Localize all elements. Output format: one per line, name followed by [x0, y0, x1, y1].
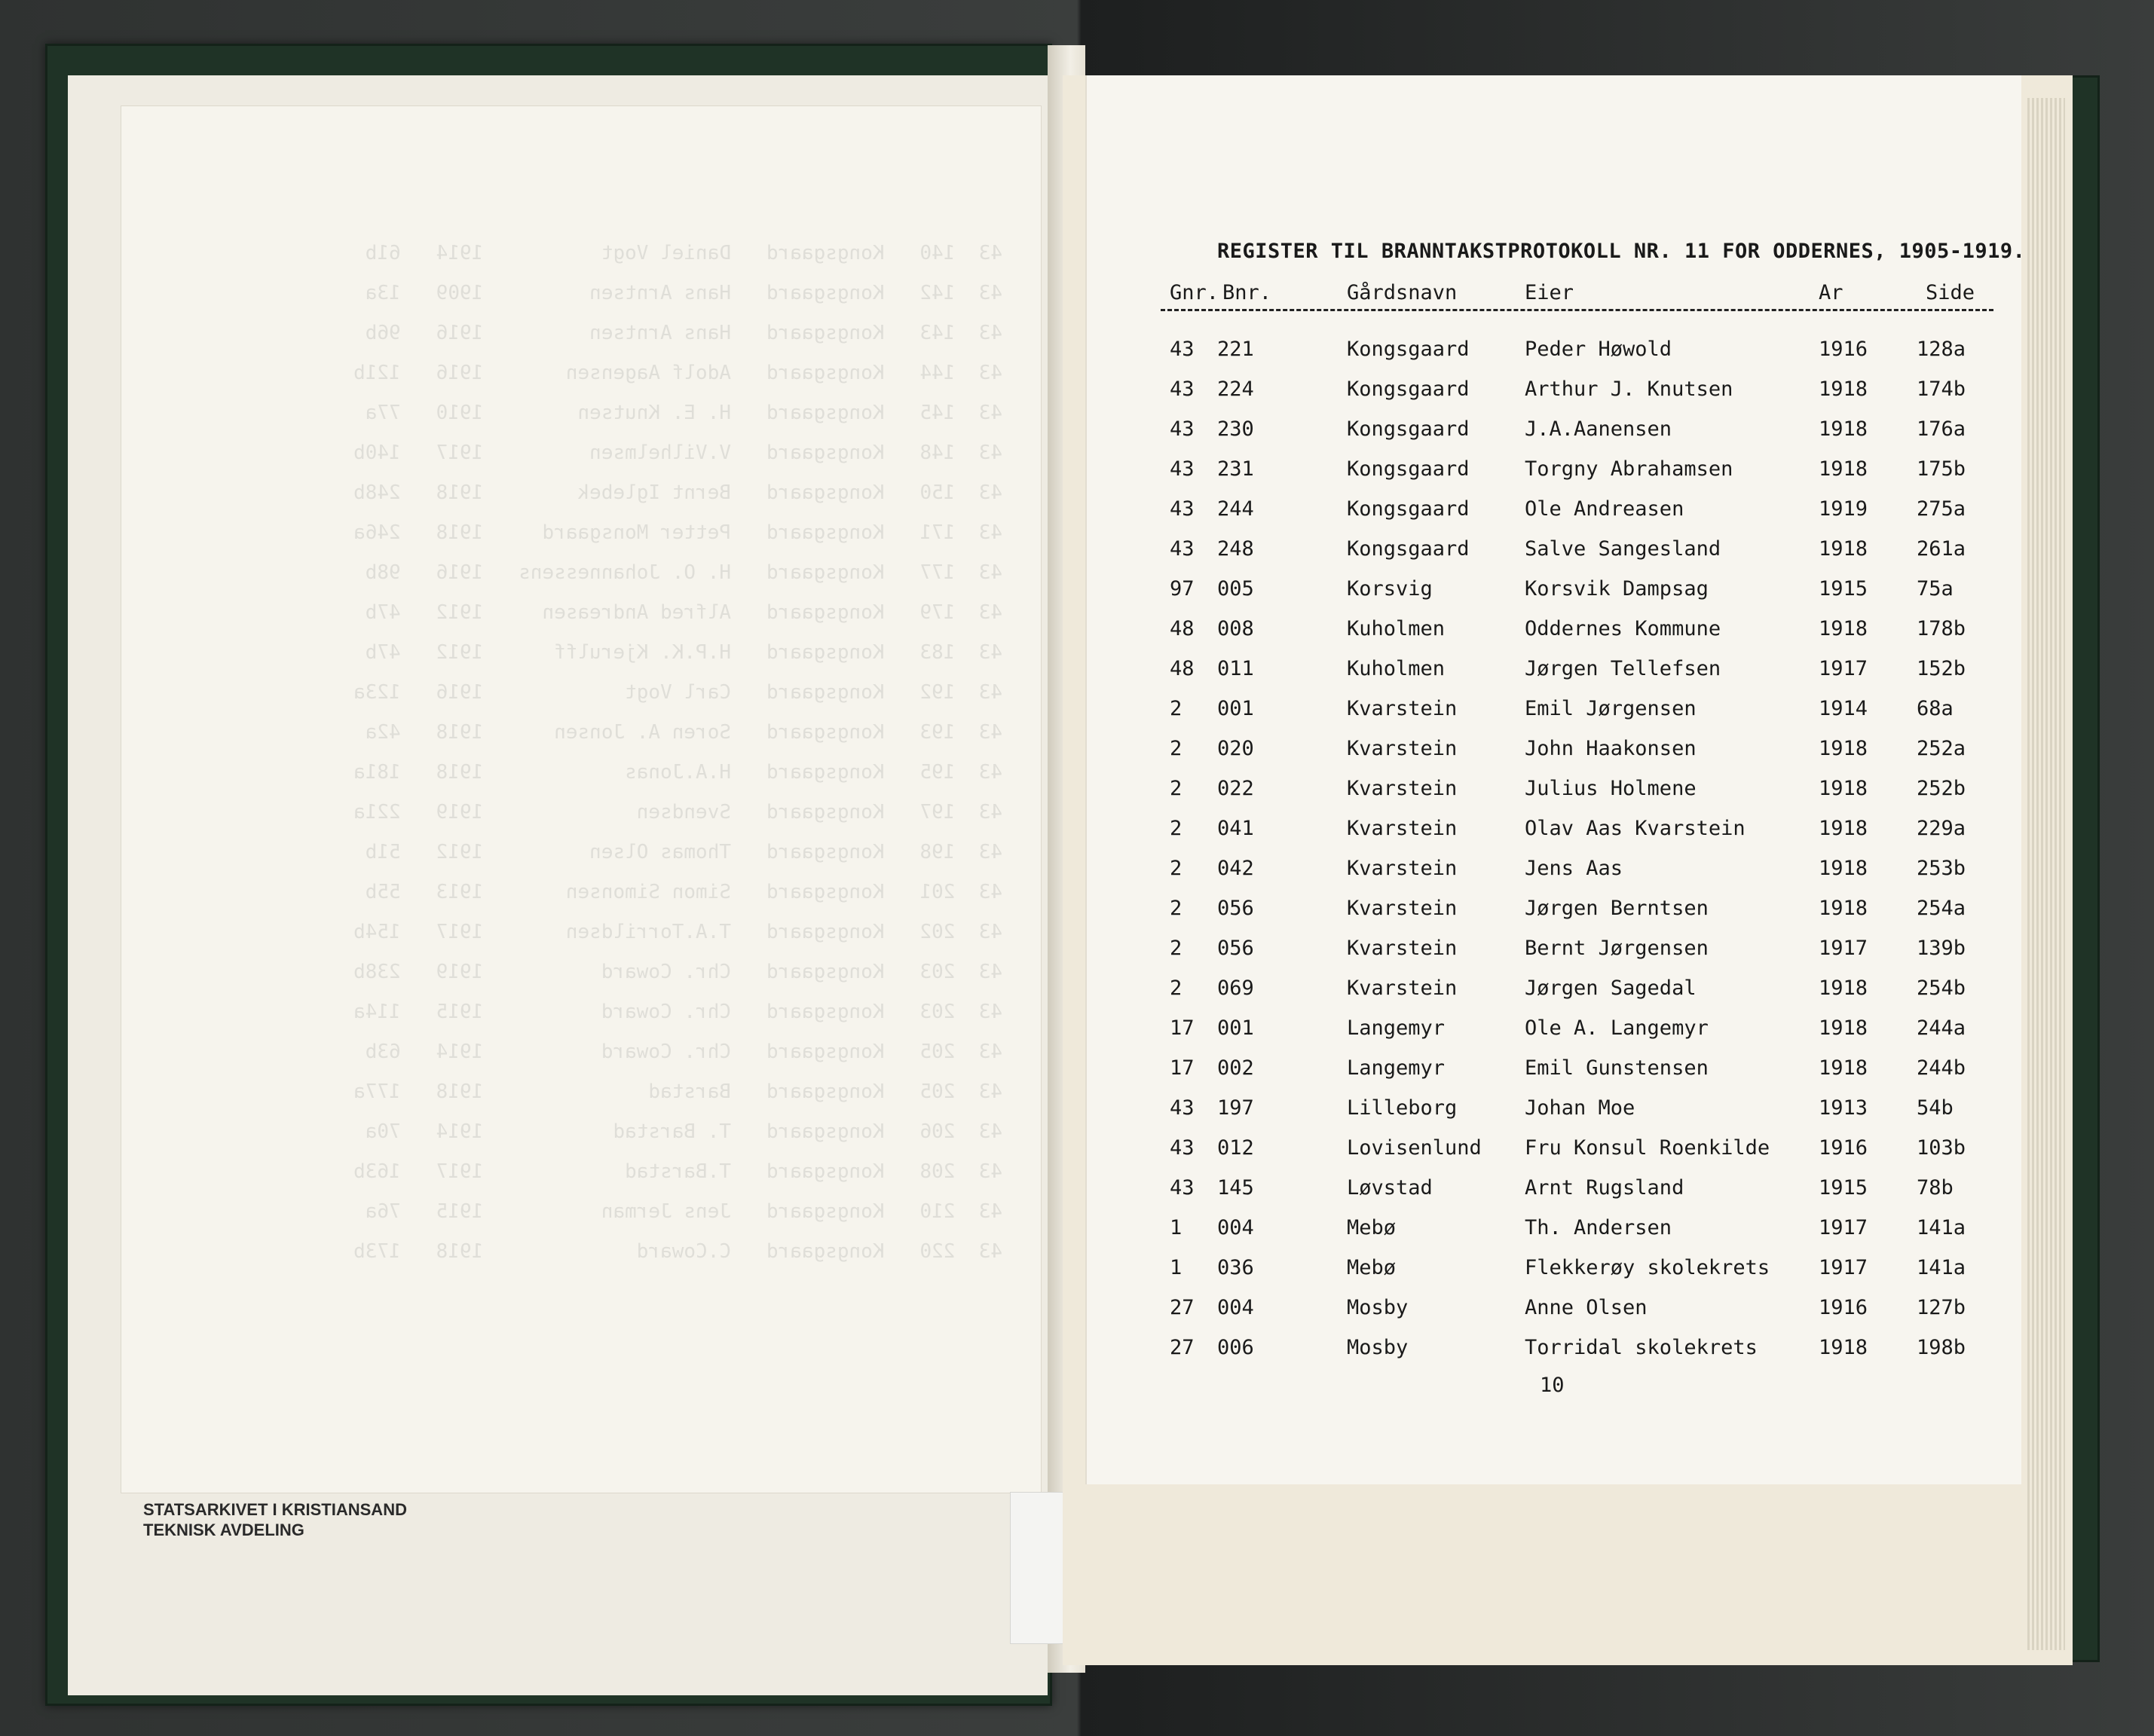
cell-side: 252b: [1917, 777, 1966, 800]
cell-ar: 1916: [1819, 1136, 1868, 1160]
cell-eier: Torridal skolekrets: [1525, 1336, 1758, 1359]
table-row: [1161, 857, 1997, 897]
cell-gard: Mosby: [1347, 1336, 1409, 1359]
cell-gard: Kvarstein: [1347, 897, 1458, 920]
cell-ar: 1918: [1819, 1336, 1868, 1359]
cell-ar: 1918: [1819, 1056, 1868, 1080]
cell-gnr: 27: [1170, 1296, 1195, 1319]
cell-bnr: 069: [1217, 976, 1254, 1000]
cell-eier: Jørgen Berntsen: [1525, 897, 1709, 920]
cell-side: 127b: [1917, 1296, 1966, 1319]
column-header-side: Side: [1926, 281, 1975, 304]
table-row: [1161, 1096, 1997, 1136]
cell-side: 254a: [1917, 897, 1966, 920]
table-row: [1161, 497, 1997, 537]
cell-gard: Kongsgaard: [1347, 497, 1470, 521]
cell-side: 68a: [1917, 697, 1954, 720]
cell-side: 275a: [1917, 497, 1966, 521]
cell-bnr: 004: [1217, 1216, 1254, 1239]
cell-side: 139b: [1917, 937, 1966, 960]
cell-gard: Mebø: [1347, 1256, 1397, 1279]
cell-side: 229a: [1917, 817, 1966, 840]
cell-bnr: 036: [1217, 1256, 1254, 1279]
cell-side: 152b: [1917, 657, 1966, 680]
cell-gard: Mebø: [1347, 1216, 1397, 1239]
cell-eier: Anne Olsen: [1525, 1296, 1648, 1319]
table-row: [1161, 417, 1997, 457]
cell-eier: Bernt Jørgensen: [1525, 937, 1709, 960]
cell-bnr: 244: [1217, 497, 1254, 521]
cell-gard: Kongsgaard: [1347, 417, 1470, 441]
cell-gard: Kongsgaard: [1347, 338, 1470, 361]
cell-side: 254b: [1917, 976, 1966, 1000]
table-row: [1161, 737, 1997, 777]
table-row: [1161, 1056, 1997, 1096]
cell-bnr: 001: [1217, 697, 1254, 720]
cell-side: 198b: [1917, 1336, 1966, 1359]
cell-bnr: 004: [1217, 1296, 1254, 1319]
cell-ar: 1918: [1819, 857, 1868, 880]
cell-side: 103b: [1917, 1136, 1966, 1160]
cell-gnr: 43: [1170, 1096, 1195, 1120]
stamp-line-2: TEKNISK AVDELING: [143, 1521, 304, 1539]
table-row: [1161, 657, 1997, 697]
table-row: [1161, 937, 1997, 976]
stamp-line-1: STATSARKIVET I KRISTIANSAND: [143, 1500, 407, 1519]
cell-eier: Arnt Rugsland: [1525, 1176, 1684, 1200]
cell-eier: Jørgen Sagedal: [1525, 976, 1697, 1000]
page-edges: [2027, 98, 2065, 1650]
cell-side: 141a: [1917, 1216, 1966, 1239]
cell-gard: Kuholmen: [1347, 617, 1446, 640]
cell-ar: 1918: [1819, 457, 1868, 481]
cell-ar: 1915: [1819, 1176, 1868, 1200]
cell-eier: Th. Andersen: [1525, 1216, 1672, 1239]
cell-gard: Korsvig: [1347, 577, 1433, 601]
cell-side: 175b: [1917, 457, 1966, 481]
cell-bnr: 011: [1217, 657, 1254, 680]
cell-gnr: 43: [1170, 338, 1195, 361]
table-row: [1161, 1296, 1997, 1336]
cell-ar: 1916: [1819, 1296, 1868, 1319]
cell-bnr: 005: [1217, 577, 1254, 601]
table-row: [1161, 697, 1997, 737]
cell-gnr: 2: [1170, 737, 1183, 760]
cell-eier: Jørgen Tellefsen: [1525, 657, 1721, 680]
cell-bnr: 056: [1217, 937, 1254, 960]
cell-eier: Peder Høwold: [1525, 338, 1672, 361]
cell-ar: 1915: [1819, 577, 1868, 601]
cell-bnr: 020: [1217, 737, 1254, 760]
cell-bnr: 248: [1217, 537, 1254, 561]
table-row: [1161, 377, 1997, 417]
table-row: [1161, 817, 1997, 857]
cell-gnr: 2: [1170, 897, 1183, 920]
cell-ar: 1918: [1819, 976, 1868, 1000]
cell-ar: 1918: [1819, 897, 1868, 920]
cell-eier: Arthur J. Knutsen: [1525, 377, 1733, 401]
cell-ar: 1918: [1819, 377, 1868, 401]
cell-gnr: 48: [1170, 657, 1195, 680]
cell-side: 244b: [1917, 1056, 1966, 1080]
cell-gnr: 43: [1170, 1176, 1195, 1200]
cell-eier: Fru Konsul Roenkilde: [1525, 1136, 1770, 1160]
table-row: [1161, 1176, 1997, 1216]
cell-gnr: 17: [1170, 1016, 1195, 1040]
table-row: [1161, 617, 1997, 657]
cell-gnr: 43: [1170, 417, 1195, 441]
table-row: [1161, 457, 1997, 497]
cell-gard: Kvarstein: [1347, 857, 1458, 880]
document-title: REGISTER TIL BRANNTAKSTPROTOKOLL NR. 11 FOR ODDERNES, 1905-1919.: [1217, 240, 2026, 263]
cell-gnr: 27: [1170, 1336, 1195, 1359]
cell-gard: Kongsgaard: [1347, 457, 1470, 481]
cell-side: 141a: [1917, 1256, 1966, 1279]
cell-bnr: 145: [1217, 1176, 1254, 1200]
cell-gnr: 43: [1170, 377, 1195, 401]
cell-gnr: 43: [1170, 497, 1195, 521]
cell-gard: Kongsgaard: [1347, 377, 1470, 401]
cell-bnr: 221: [1217, 338, 1254, 361]
cell-gnr: 1: [1170, 1256, 1183, 1279]
cell-gnr: 48: [1170, 617, 1195, 640]
cell-gnr: 2: [1170, 697, 1183, 720]
table-row: [1161, 1336, 1997, 1376]
cell-bnr: 008: [1217, 617, 1254, 640]
cell-side: 178b: [1917, 617, 1966, 640]
cell-gnr: 43: [1170, 537, 1195, 561]
cell-bnr: 197: [1217, 1096, 1254, 1120]
cell-bnr: 042: [1217, 857, 1254, 880]
table-row: [1161, 338, 1997, 377]
cell-ar: 1917: [1819, 1256, 1868, 1279]
cell-ar: 1916: [1819, 338, 1868, 361]
cell-side: 253b: [1917, 857, 1966, 880]
table-row: [1161, 1216, 1997, 1256]
column-header-bnr: Bnr.: [1222, 281, 1272, 304]
cell-ar: 1914: [1819, 697, 1868, 720]
cell-side: 244a: [1917, 1016, 1966, 1040]
cell-eier: Julius Holmene: [1525, 777, 1697, 800]
cell-ar: 1918: [1819, 417, 1868, 441]
cell-gnr: 2: [1170, 817, 1183, 840]
cell-gard: Kvarstein: [1347, 937, 1458, 960]
cell-gard: Kvarstein: [1347, 817, 1458, 840]
cell-side: 78b: [1917, 1176, 1954, 1200]
cell-bnr: 224: [1217, 377, 1254, 401]
cell-ar: 1918: [1819, 817, 1868, 840]
cell-eier: Jens Aas: [1525, 857, 1623, 880]
cell-gard: Kvarstein: [1347, 976, 1458, 1000]
archive-stamp: [143, 1499, 407, 1540]
bookmark-ribbon: [1010, 1492, 1064, 1644]
column-header-gardsnavn: Gårdsnavn: [1347, 281, 1458, 304]
cell-eier: Emil Gunstensen: [1525, 1056, 1709, 1080]
table-row: [1161, 976, 1997, 1016]
cell-eier: John Haakonsen: [1525, 737, 1697, 760]
cell-gnr: 2: [1170, 777, 1183, 800]
cell-gard: Lilleborg: [1347, 1096, 1458, 1120]
cell-bnr: 012: [1217, 1136, 1254, 1160]
cell-bnr: 231: [1217, 457, 1254, 481]
cell-eier: Olav Aas Kvarstein: [1525, 817, 1746, 840]
cell-gnr: 1: [1170, 1216, 1183, 1239]
cell-bnr: 056: [1217, 897, 1254, 920]
cell-gnr: 17: [1170, 1056, 1195, 1080]
cell-bnr: 041: [1217, 817, 1254, 840]
cell-side: 75a: [1917, 577, 1954, 601]
table-row: [1161, 777, 1997, 817]
cell-eier: Ole A. Langemyr: [1525, 1016, 1709, 1040]
cell-ar: 1918: [1819, 537, 1868, 561]
table-row: [1161, 897, 1997, 937]
cell-gard: Lovisenlund: [1347, 1136, 1482, 1160]
cell-eier: Ole Andreasen: [1525, 497, 1684, 521]
cell-bnr: 002: [1217, 1056, 1254, 1080]
cell-side: 176a: [1917, 417, 1966, 441]
column-header-ar: Ar: [1819, 281, 1843, 304]
table-row: [1161, 1136, 1997, 1176]
table-row: [1161, 577, 1997, 617]
cell-eier: Salve Sangesland: [1525, 537, 1721, 561]
cell-gard: Kuholmen: [1347, 657, 1446, 680]
cell-gnr: 43: [1170, 1136, 1195, 1160]
cell-ar: 1917: [1819, 937, 1868, 960]
cell-gard: Kvarstein: [1347, 777, 1458, 800]
cell-gard: Kongsgaard: [1347, 537, 1470, 561]
show-through-text: 43 140 Kongsgaard Daniel Vogt 1914 61b 43 142 Kongsgaard Hans Arntsen 1909 13a 43 143 Kongsgaard Hans Arntsen 1916 96b 43 144 Kongsgaard Adolf Aagensen 1916 121b 43 145 Kongsgaard H. E. Knutsen 1910 77a 43 148 Kongsgaard V.Vilhelmsen 1917 140b 43 150 Kongsgaard Bernt Iglebek 1918 248b 43 171 Kongsgaard Petter Monsgaard 1918 246a 43 177 Kongsgaard H. O. Johannessens 1916 98b 43 179 Kongsgaard Alfred Andreasen 1912 47b 43 183 Kongsgaard H.P.K. Kjerulff 1912 47b 43 192 Kongsgaard Carl Vogt 1916 123a 43 193 Kongsgaard Soren A. Jonsen 1918 42a 43 195 Kongsgaard H.A.Jonas 1918 181a 43 197 Kongsgaard Svendsen 1919 221a 43 198 Kongsgaard Thomas Olsen 1912 51b 43 201 Kongsgaard Simon Simonsen 1913 55b 43 202 Kongsgaard T.A.Torrildsen 1917 154b 43 203 Kongsgaard Chr. Coward 1919 238b 43 203 Kongsgaard Chr. Coward 1915 114a 43 205 Kongsgaard Chr. Coward 1914 63b 43 205 Kongsgaard Barstad 1918 177a 43 206 Kongsgaard T. Barstad 1914 70a 43 208 Kongsgaard T.Barstad 1917 163b 43 210 Kongsgaard Jens Jerman 1915 76a 43 220 Kongsgaard C.Coward 1918 173b: [353, 242, 1002, 1263]
cell-gard: Langemyr: [1347, 1056, 1446, 1080]
header-rule: [1161, 309, 1993, 311]
cell-eier: Torgny Abrahamsen: [1525, 457, 1733, 481]
table-row: [1161, 1256, 1997, 1296]
cell-eier: Emil Jørgensen: [1525, 697, 1697, 720]
cell-side: 261a: [1917, 537, 1966, 561]
cell-ar: 1917: [1819, 657, 1868, 680]
cell-ar: 1918: [1819, 1016, 1868, 1040]
cell-bnr: 230: [1217, 417, 1254, 441]
column-header-gnr: Gnr.: [1170, 281, 1219, 304]
cell-eier: J.A.Aanensen: [1525, 417, 1672, 441]
cell-gnr: 97: [1170, 577, 1195, 601]
cell-gnr: 2: [1170, 976, 1183, 1000]
cell-eier: Johan Moe: [1525, 1096, 1635, 1120]
cell-eier: Flekkerøy skolekrets: [1525, 1256, 1770, 1279]
column-header-eier: Eier: [1525, 281, 1574, 304]
cell-gnr: 43: [1170, 457, 1195, 481]
cell-eier: Korsvik Dampsag: [1525, 577, 1709, 601]
cell-ar: 1917: [1819, 1216, 1868, 1239]
cell-side: 54b: [1917, 1096, 1954, 1120]
table-row: [1161, 1016, 1997, 1056]
cell-ar: 1919: [1819, 497, 1868, 521]
cell-side: 128a: [1917, 338, 1966, 361]
cell-ar: 1918: [1819, 737, 1868, 760]
cell-ar: 1918: [1819, 777, 1868, 800]
cell-gard: Kvarstein: [1347, 697, 1458, 720]
cell-gard: Langemyr: [1347, 1016, 1446, 1040]
cell-gnr: 2: [1170, 857, 1183, 880]
cell-side: 252a: [1917, 737, 1966, 760]
cell-side: 174b: [1917, 377, 1966, 401]
cell-gard: Løvstad: [1347, 1176, 1433, 1200]
cell-ar: 1918: [1819, 617, 1868, 640]
cell-bnr: 022: [1217, 777, 1254, 800]
cell-gnr: 2: [1170, 937, 1183, 960]
cell-gard: Kvarstein: [1347, 737, 1458, 760]
cell-bnr: 001: [1217, 1016, 1254, 1040]
cell-ar: 1913: [1819, 1096, 1868, 1120]
cell-bnr: 006: [1217, 1336, 1254, 1359]
cell-gard: Mosby: [1347, 1296, 1409, 1319]
cell-eier: Oddernes Kommune: [1525, 617, 1721, 640]
table-row: [1161, 537, 1997, 577]
page-number: 10: [1540, 1374, 1565, 1397]
